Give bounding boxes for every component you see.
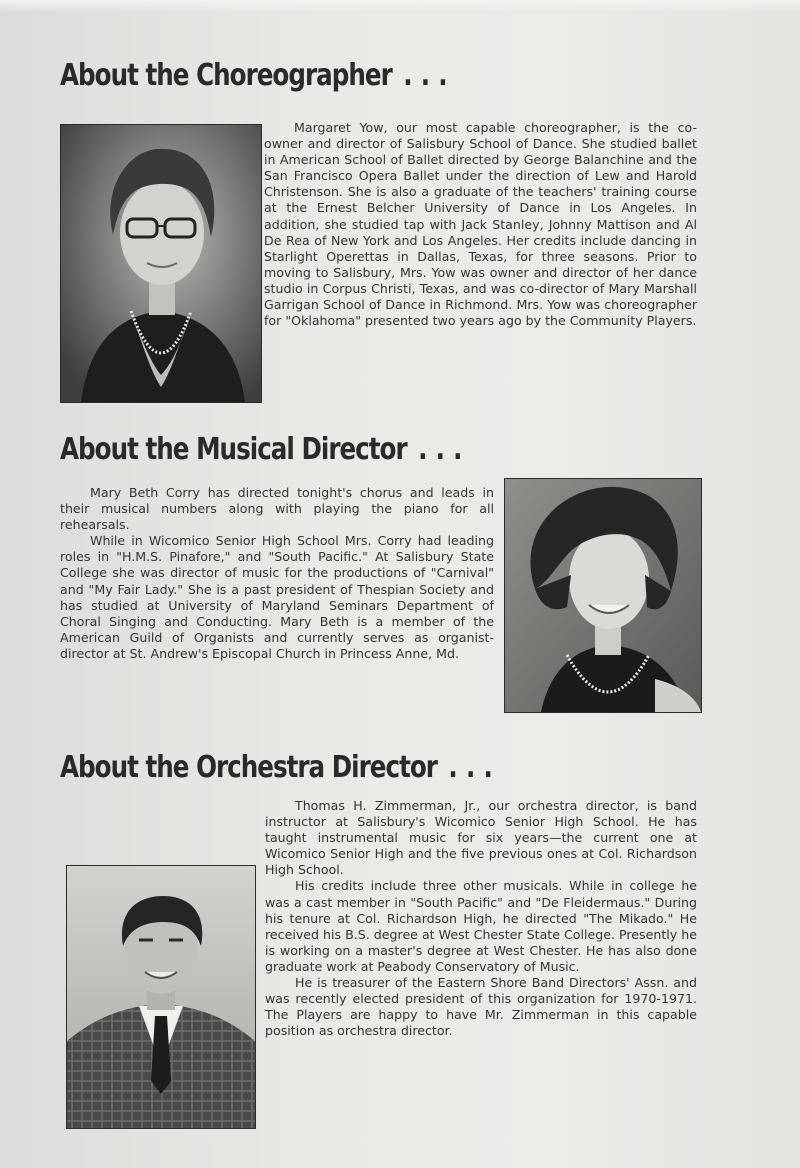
musical-director-portrait-photo (504, 478, 702, 713)
heading-musical-director: About the Musical Director ... (60, 432, 471, 467)
heading-choreographer: About the Choreographer ... (60, 58, 456, 93)
musical-director-bio (60, 485, 494, 662)
orchestra-director-bio (265, 798, 697, 1039)
orchestra-director-bio-paragraph: His credits include three other musicals. While in college he was a cast member in "South Pacific" and "De Fleidermaus." During his tenure at Col. Richardson High, he directed "The Mikado." He received his B.S. degree at West Chester State College. Presently he is working on a master's degree at West Chester. He has also done graduate work at Peabody Conservatory of Music. (265, 878, 697, 974)
choreographer-bio-paragraph: Margaret Yow, our most capable choreographer, is the co-owner and director of Salisbury School of Dance. She studied ballet in American School of Ballet directed by George Balanchine and the San Francisco Opera Ballet under the direction of Lew and Harold Christenson. She is also a graduate of the teachers' training course at the Ernest Belcher University of Dance in Los Angeles. In addition, she studied tap with Jack Stanley, Johnny Mattison and Al De Rea of New York and Los Angeles. Her credits include dancing in Starlight Operettas in Dallas, Texas, for three seasons. Prior to moving to Salisbury, Mrs. Yow was owner and director of her dance studio in Corpus Christi, Texas, and was co-director of Mary Marshall Garrigan School of Dance in Richmond. Mrs. Yow was choreographer for "Oklahoma" presented two years ago by the Community Players. (264, 120, 697, 329)
choreographer-portrait-photo (60, 124, 262, 403)
heading-orchestra-director: About the Orchestra Director ... (60, 750, 502, 785)
musical-director-bio-paragraph: While in Wicomico Senior High School Mrs. Corry had leading roles in "H.M.S. Pinafore," and "South Pacific." At Salisbury State College she was director of music for the productions of "Carnival" and "My Fair Lady." She is a past president of Thespian Society and has studied at University of Maryland Seminars Department of Choral Singing and Conducting. Mary Beth is a member of the American Guild of Organists and currently serves as organist-director at St. Andrew's Episcopal Church in Princess Anne, Md. (60, 533, 494, 661)
musical-director-bio-paragraph: Mary Beth Corry has directed tonight's chorus and leads in their musical numbers along with playing the piano for all rehearsals. (60, 485, 494, 533)
choreographer-bio (264, 120, 697, 329)
orchestra-director-bio-paragraph: Thomas H. Zimmerman, Jr., our orchestra director, is band instructor at Salisbury's Wicomico Senior High School. He has taught instrumental music for six years—the current one at Wicomico Senior High and the five previous ones at Col. Richardson High School. (265, 798, 697, 878)
orchestra-director-portrait-photo (66, 865, 256, 1129)
orchestra-director-bio-paragraph: He is treasurer of the Eastern Shore Band Directors' Assn. and was recently elected president of this organization for 1970-1971. The Players are happy to have Mr. Zimmerman in this capable position as orchestra director. (265, 975, 697, 1039)
